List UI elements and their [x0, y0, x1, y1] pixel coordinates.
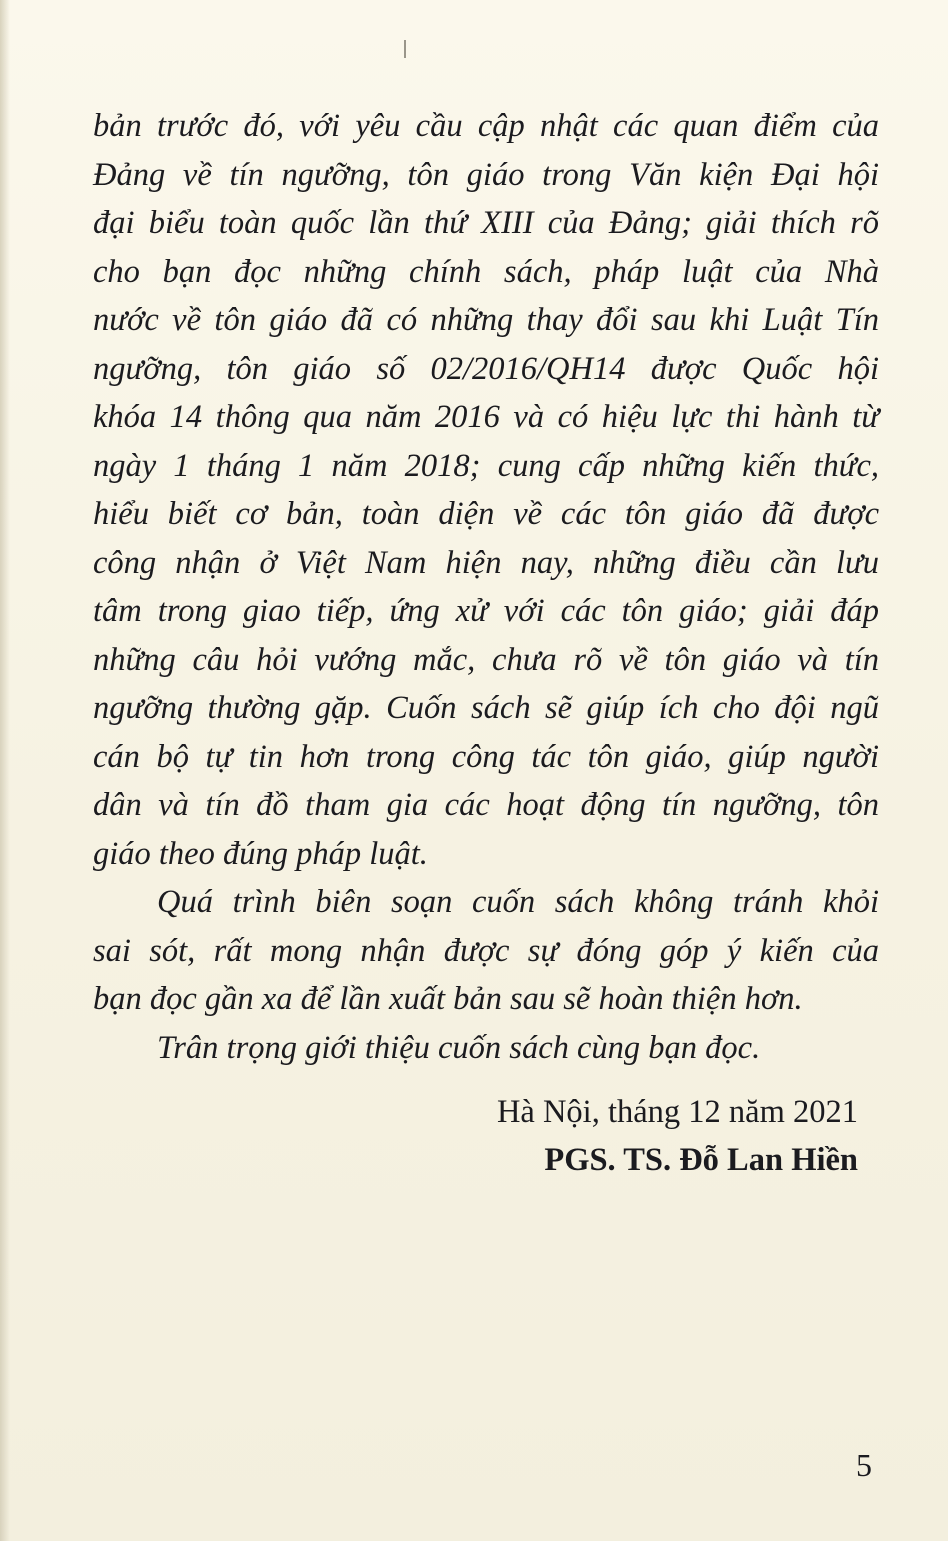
- signature-block: [497, 1088, 858, 1184]
- text-line: ngày 1 tháng 1 năm 2018; cung cấp những kiến thức,: [93, 447, 879, 484]
- text-line: Trân trọng giới thiệu cuốn sách cùng bạn đọc.: [157, 1029, 761, 1066]
- text-line: ngưỡng thường gặp. Cuốn sách sẽ giúp ích cho đội ngũ: [93, 690, 879, 726]
- paragraph-3: [93, 1024, 879, 1073]
- text-line: khóa 14 thông qua năm 2016 và có hiệu lực thi hành từ: [93, 399, 879, 435]
- place-date: Hà Nội, tháng 12 năm 2021: [496, 1094, 858, 1130]
- text-line: tâm trong giao tiếp, ứng xử với các tôn giáo; giải đáp: [93, 593, 879, 629]
- text-line: đại biểu toàn quốc lần thứ XIII của Đảng; giải thích rõ: [93, 205, 879, 241]
- page-number: 5: [856, 1447, 872, 1483]
- text-line: cán bộ tự tin hơn trong công tác tôn giáo, giúp người: [93, 738, 879, 775]
- author-name: PGS. TS. Đỗ Lan Hiền: [544, 1142, 858, 1178]
- text-line: Đảng về tín ngưỡng, tôn giáo trong Văn kiện Đại hội: [93, 156, 879, 193]
- paragraph-2: [93, 878, 879, 1024]
- text-line: sai sót, rất mong nhận được sự đóng góp ý kiến của: [93, 932, 879, 969]
- text-line: bản trước đó, với yêu cầu cập nhật các quan điểm của: [93, 108, 879, 144]
- text-line: cho bạn đọc những chính sách, pháp luật của Nhà: [93, 253, 879, 290]
- page-binding-shadow: [0, 0, 10, 1541]
- text-line: hiểu biết cơ bản, toàn diện về các tôn giáo đã được: [93, 496, 879, 532]
- text-line: nước về tôn giáo đã có những thay đổi sau khi Luật Tín: [93, 302, 879, 338]
- text-line: ngưỡng, tôn giáo số 02/2016/QH14 được Quốc hội: [93, 350, 879, 387]
- preface-text: [93, 102, 879, 1072]
- paragraph-1: [93, 102, 879, 878]
- text-line: những câu hỏi vướng mắc, chưa rõ về tôn giáo và tín: [93, 641, 879, 678]
- text-line: giáo theo đúng pháp luật.: [93, 835, 428, 872]
- text-line: dân và tín đồ tham gia các hoạt động tín ngưỡng, tôn: [93, 787, 879, 823]
- page-mark: [404, 40, 406, 58]
- text-line: Quá trình biên soạn cuốn sách không tránh khỏi: [157, 884, 879, 920]
- text-line: bạn đọc gần xa để lần xuất bản sau sẽ hoàn thiện hơn.: [93, 981, 803, 1017]
- text-line: công nhận ở Việt Nam hiện nay, những điều cần lưu: [93, 544, 879, 581]
